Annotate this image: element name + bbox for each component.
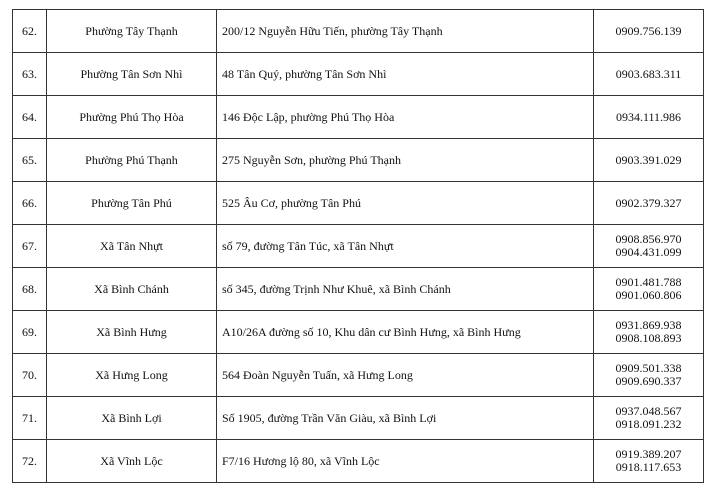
ward-name: Phường Phú Thạnh	[47, 139, 217, 182]
table-row	[13, 354, 704, 397]
phone-number: 0903.391.029	[615, 152, 682, 167]
phone-number: 0903.683.311	[615, 66, 682, 81]
table-row	[13, 10, 704, 53]
phone-number: 0918.117.653	[615, 460, 682, 474]
phone-number: 0904.431.099	[615, 245, 682, 259]
contact-table	[12, 9, 704, 483]
address: 525 Âu Cơ, phường Tân Phú	[217, 182, 594, 225]
ward-name: Phường Tây Thạnh	[47, 10, 217, 53]
phone-cell	[594, 10, 704, 53]
phone-number: 0908.108.893	[615, 331, 682, 345]
address: 275 Nguyễn Sơn, phường Phú Thạnh	[217, 139, 594, 182]
row-number: 70.	[13, 354, 47, 397]
row-number: 62.	[13, 10, 47, 53]
table-row	[13, 311, 704, 354]
phone-cell	[594, 225, 704, 268]
row-number: 63.	[13, 53, 47, 96]
ward-name: Xã Bình Chánh	[47, 268, 217, 311]
phone-cell	[594, 268, 704, 311]
ward-name: Xã Bình Hưng	[47, 311, 217, 354]
address: 48 Tân Quý, phường Tân Sơn Nhì	[217, 53, 594, 96]
table-row	[13, 225, 704, 268]
row-number: 66.	[13, 182, 47, 225]
phone-number: 0918.091.232	[615, 417, 682, 431]
row-number: 72.	[13, 440, 47, 483]
phone-number: 0901.060.806	[615, 288, 682, 302]
phone-number: 0909.756.139	[615, 23, 682, 38]
ward-name: Phường Phú Thọ Hòa	[47, 96, 217, 139]
phone-number: 0931.869.938	[615, 318, 682, 332]
row-number: 64.	[13, 96, 47, 139]
ward-name: Xã Tân Nhựt	[47, 225, 217, 268]
table-row	[13, 96, 704, 139]
phone-number: 0902.379.327	[615, 195, 682, 210]
phone-number: 0908.856.970	[615, 232, 682, 246]
address: F7/16 Hương lộ 80, xã Vĩnh Lộc	[217, 440, 594, 483]
address: số 345, đường Trịnh Như Khuê, xã Bình Chánh	[217, 268, 594, 311]
phone-number: 0934.111.986	[615, 109, 682, 124]
table-row	[13, 182, 704, 225]
row-number: 68.	[13, 268, 47, 311]
phone-cell	[594, 354, 704, 397]
table-row	[13, 440, 704, 483]
row-number: 65.	[13, 139, 47, 182]
table-row	[13, 53, 704, 96]
phone-number: 0937.048.567	[615, 404, 682, 418]
address: 200/12 Nguyễn Hữu Tiến, phường Tây Thạnh	[217, 10, 594, 53]
phone-cell	[594, 311, 704, 354]
phone-number: 0919.389.207	[615, 447, 682, 461]
address: Số 1905, đường Trần Văn Giàu, xã Bình Lợi	[217, 397, 594, 440]
address: A10/26A đường số 10, Khu dân cư Bình Hưng, xã Bình Hưng	[217, 311, 594, 354]
table-row	[13, 397, 704, 440]
address: 564 Đoàn Nguyễn Tuấn, xã Hưng Long	[217, 354, 594, 397]
row-number: 69.	[13, 311, 47, 354]
table-row	[13, 268, 704, 311]
ward-name: Phường Tân Phú	[47, 182, 217, 225]
ward-name: Xã Vĩnh Lộc	[47, 440, 217, 483]
phone-cell	[594, 397, 704, 440]
address: 146 Độc Lập, phường Phú Thọ Hòa	[217, 96, 594, 139]
ward-name: Phường Tân Sơn Nhì	[47, 53, 217, 96]
phone-number: 0909.690.337	[615, 374, 682, 388]
ward-name: Xã Hưng Long	[47, 354, 217, 397]
phone-number: 0901.481.788	[615, 275, 682, 289]
phone-number: 0909.501.338	[615, 361, 682, 375]
row-number: 67.	[13, 225, 47, 268]
phone-cell	[594, 96, 704, 139]
phone-cell	[594, 182, 704, 225]
phone-cell	[594, 139, 704, 182]
row-number: 71.	[13, 397, 47, 440]
address: số 79, đường Tân Túc, xã Tân Nhựt	[217, 225, 594, 268]
table-row	[13, 139, 704, 182]
phone-cell	[594, 53, 704, 96]
phone-cell	[594, 440, 704, 483]
table-body	[13, 10, 704, 483]
ward-name: Xã Bình Lợi	[47, 397, 217, 440]
